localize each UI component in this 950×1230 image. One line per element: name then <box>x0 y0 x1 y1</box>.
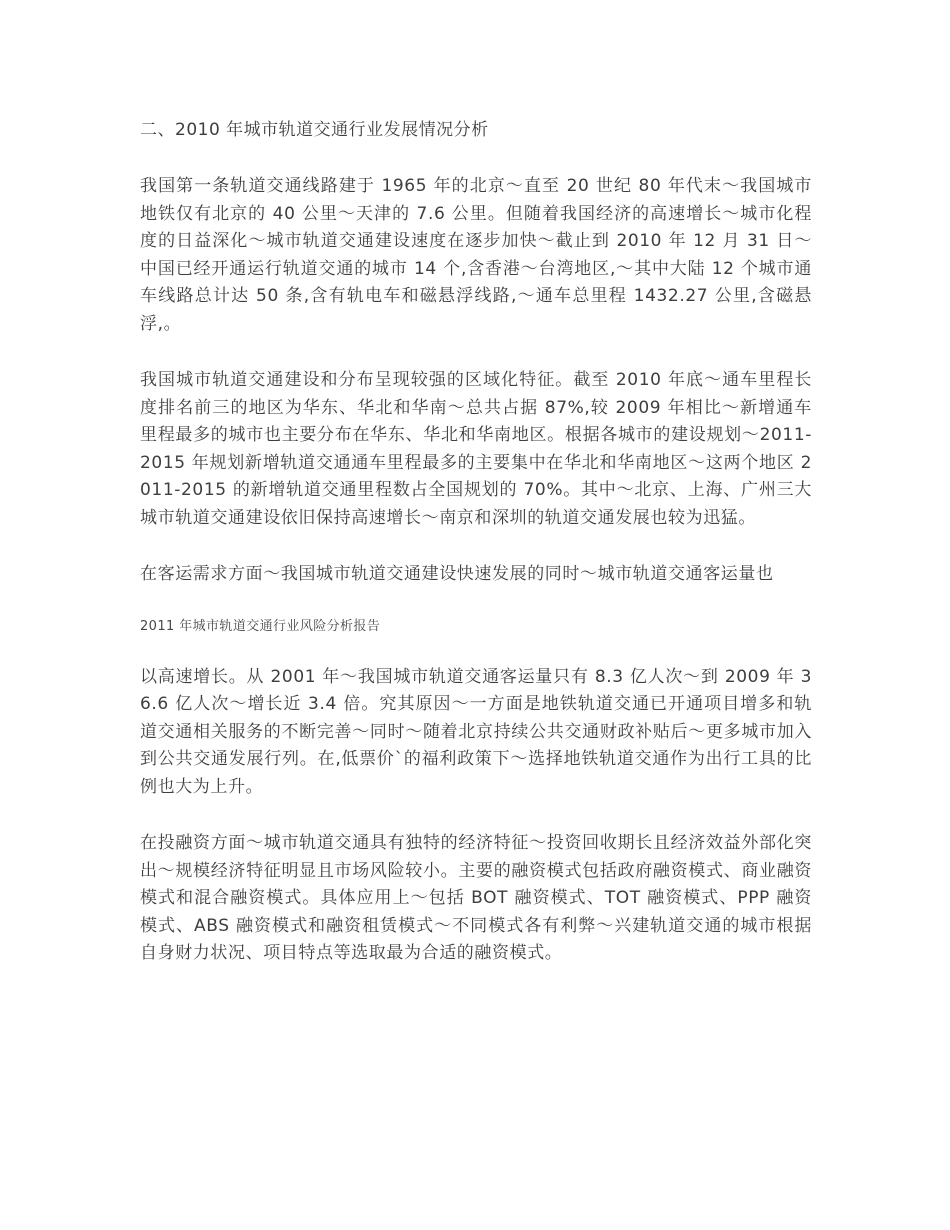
paragraph-passenger-demand-intro: 在客运需求方面～我国城市轨道交通建设快速发展的同时～城市轨道交通客运量也 <box>140 564 774 584</box>
paragraph-financing-models: 在投融资方面～城市轨道交通具有独特的经济特征～投资回收期长且经济效益外部化突出～规模经济特征明显且市场风险较小。主要的融资模式包括政府融资模式、商业融资模式和混合融资模式。具体应用上～包括 BOT 融资模式、TOT 融资模式、PPP 融资模式、ABS 融资模式和融资租赁模式～不同模式各有利弊～兴建轨道交通的城市根据自身财力状况、项目特点等选取最为合适的融资模式。 <box>140 833 812 963</box>
report-note: 2011 年城市轨道交通行业风险分析报告 <box>140 618 381 634</box>
section-heading: 二、2010 年城市轨道交通行业发展情况分析 <box>140 120 489 140</box>
paragraph-regional-distribution: 我国城市轨道交通建设和分布呈现较强的区域化特征。截至 2010 年底～通车里程长度排名前三的地区为华东、华北和华南～总共占据 87%,较 2009 年相比～新增通车里程最多的城市也主要分布在华东、华北和华南地区。根据各城市的建设规划～2011-2015 年规划新增轨道交通通车里程最多的主要集中在华北和华南地区～这两个地区 2011-2015 的新增轨道交通里程数占全国规划的 70%。其中～北京、上海、广州三大城市轨道交通建设依旧保持高速增长～南京和深圳的轨道交通发展也较为迅猛。 <box>140 370 812 528</box>
paragraph-passenger-growth: 以高速增长。从 2001 年～我国城市轨道交通客运量只有 8.3 亿人次～到 2009 年 36.6 亿人次～增长近 3.4 倍。究其原因～一方面是地铁轨道交通已开通项目增多和轨道交通相关服务的不断完善～同时～随着北京持续公共交通财政补贴后～更多城市加入到公共交通发展行列。在‚低票价`的福利政策下～选择地铁轨道交通作为出行工具的比例也大为上升。 <box>140 666 812 797</box>
paragraph-history: 我国第一条轨道交通线路建于 1965 年的北京～直至 20 世纪 80 年代末～我国城市地铁仅有北京的 40 公里～天津的 7.6 公里。但随着我国经济的高速增长～城市化程度的日益深化～城市轨道交通建设速度在逐步加快～截止到 2010 年 12 月 31 日～中国已经开通运行轨道交通的城市 14 个,含香港～台湾地区,～其中大陆 12 个城市通车线路总计达 50 条,含有轨电车和磁悬浮线路,～通车总里程 1432.27 公里,含磁悬浮,。 <box>140 176 812 334</box>
